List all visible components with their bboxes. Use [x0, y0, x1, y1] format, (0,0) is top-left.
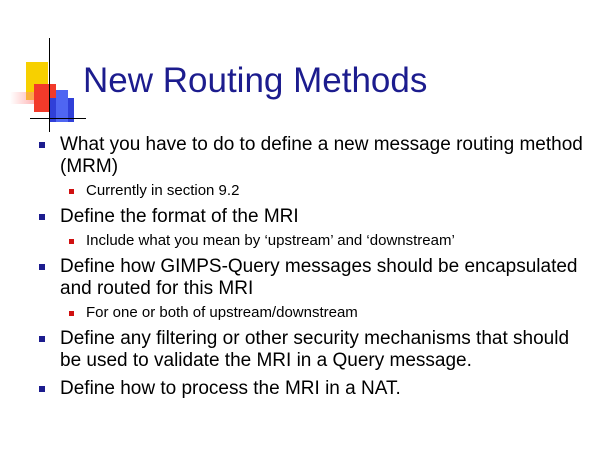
- sub-bullet-item: [35, 232, 595, 250]
- decorative-logo: [0, 0, 90, 140]
- bullet-icon: [39, 142, 45, 148]
- bullet-icon: [39, 264, 45, 270]
- sub-bullet-icon: [69, 311, 74, 316]
- bullet-icon: [39, 386, 45, 392]
- sub-bullet-text: For one or both of upstream/downstream: [86, 304, 358, 321]
- bullet-item: [35, 378, 595, 400]
- sub-bullet-icon: [69, 189, 74, 194]
- sub-bullet-icon: [69, 239, 74, 244]
- bullet-text: What you have to do to define a new message routing method (MRM): [60, 134, 583, 177]
- sub-bullet-item: [35, 304, 595, 322]
- sub-bullet-text: Include what you mean by ‘upstream’ and ‘downstream’: [86, 232, 455, 249]
- sub-bullet-text: Currently in section 9.2: [86, 182, 240, 199]
- bullet-item: [35, 328, 595, 372]
- slide-title: New Routing Methods: [83, 61, 428, 100]
- bullet-text: Define any filtering or other security mechanisms that should be used to validate the MRI in a Query message.: [60, 328, 570, 371]
- bullet-icon: [39, 214, 45, 220]
- bullet-item: [35, 134, 595, 178]
- bullet-icon: [39, 336, 45, 342]
- bullet-item: [35, 256, 595, 300]
- bullet-item: [35, 206, 595, 228]
- bullet-list: [35, 134, 595, 406]
- bullet-text: Define how to process the MRI in a NAT.: [60, 378, 401, 399]
- bullet-text: Define the format of the MRI: [60, 206, 299, 227]
- sub-bullet-item: [35, 182, 595, 200]
- bullet-text: Define how GIMPS-Query messages should be encapsulated and routed for this MRI: [60, 256, 578, 299]
